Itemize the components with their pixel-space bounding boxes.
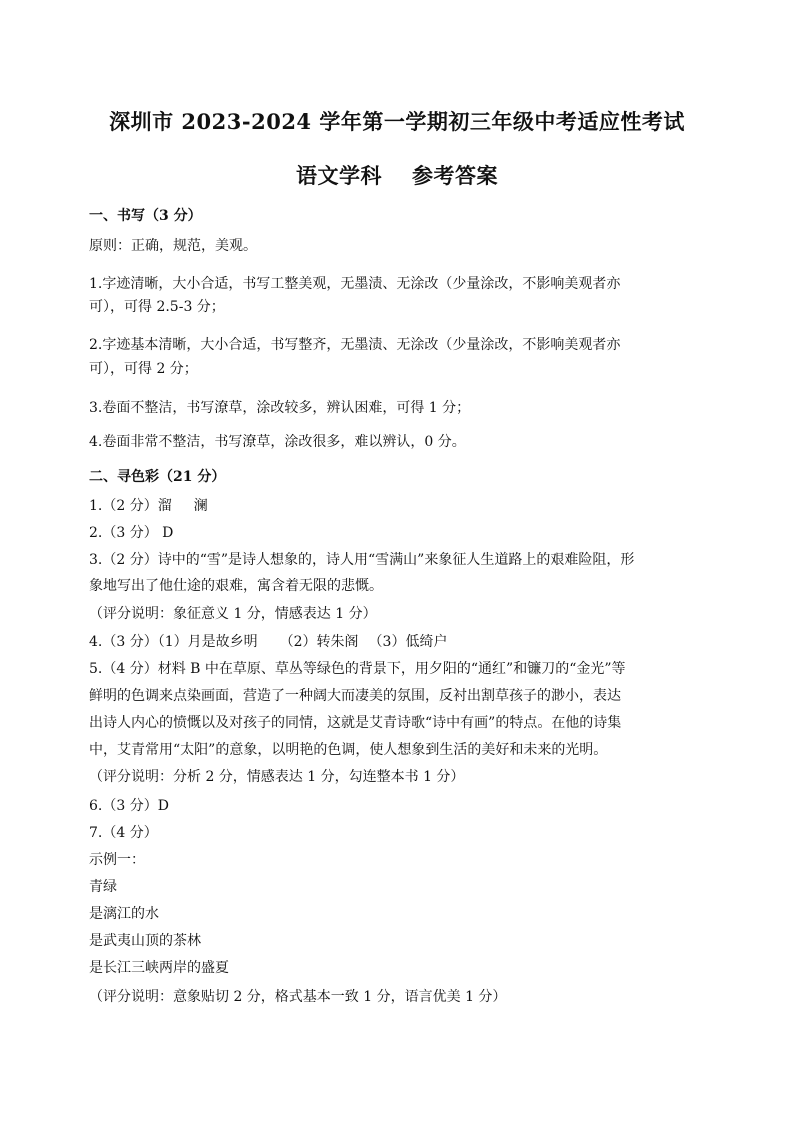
q5-scoring-note: （评分说明：分析 2 分，情感表达 1 分，勾连整本书 1 分） <box>89 769 465 785</box>
section1-item4: 4.卷面非常不整洁，书写潦草，涂改很多，难以辨认，0 分。 <box>89 434 466 450</box>
q3-line2: 象地写出了他仕途的艰难，寓含着无限的悲慨。 <box>89 578 383 594</box>
q6-answer: 6.（3 分）D <box>89 798 169 814</box>
q4-part3: （3）低绮户 <box>368 634 448 650</box>
subject-label: 语文学科 <box>296 163 382 188</box>
q7-answer: 7.（4 分） <box>89 825 158 841</box>
q4-part2: （2）转朱阁 <box>279 634 359 650</box>
q7-example-label: 示例一： <box>89 852 145 868</box>
q4-answer <box>89 632 709 652</box>
q5-line2: 鲜明的色调来点染画面，营造了一种阔大而凄美的氛围，反衬出割草孩子的渺小，表达 <box>89 688 621 704</box>
q4-part1: 4.（3 分）（1）月是故乡明 <box>89 634 258 650</box>
poem-line: 是长江三峡两岸的盛夏 <box>89 960 229 976</box>
q1-prefix: 1.（2 分）溜 <box>89 498 172 514</box>
q7-scoring-note: （评分说明：意象贴切 2 分，格式基本一致 1 分，语言优美 1 分） <box>89 989 507 1005</box>
q3-scoring-note: （评分说明：象征意义 1 分，情感表达 1 分） <box>89 606 377 622</box>
section1-item3: 3.卷面不整洁，书写潦草，涂改较多，辨认困难，可得 1 分； <box>89 400 471 416</box>
q3-line1: 3.（2 分）诗中的“雪”是诗人想象的，诗人用“雪满山”来象征人生道路上的艰难险阻，形 <box>89 552 635 568</box>
poem-line: 是武夷山顶的茶林 <box>89 933 201 949</box>
answer-label: 参考答案 <box>412 163 498 188</box>
section1-item2-line2: 可），可得 2 分； <box>89 361 198 377</box>
exam-title: 深圳市 2023-2024 学年第一学期初三年级中考适应性考试 <box>109 109 685 134</box>
q2-answer: 2.（3 分） D <box>89 525 174 541</box>
q5-line4: 中，艾青常用“太阳”的意象，以明艳的色调，使人想象到生活的美好和未来的光明。 <box>89 742 608 758</box>
section1-item2-line1: 2.字迹基本清晰，大小合适，书写整齐，无墨渍、无涂改（少量涂改，不影响美观者亦 <box>89 337 621 353</box>
q5-line3: 出诗人内心的愤慨以及对孩子的同情，这就是艾青诗歌“诗中有画”的特点。在他的诗集 <box>89 715 622 731</box>
poem-line: 是漓江的水 <box>89 906 159 922</box>
section1-item1-line1: 1.字迹清晰，大小合适，书写工整美观，无墨渍、无涂改（少量涂改，不影响美观者亦 <box>89 276 621 292</box>
section1-item1-line2: 可），可得 2.5-3 分； <box>89 299 225 315</box>
q1-answer-2: 澜 <box>193 498 208 514</box>
section1-principle: 原则：正确，规范，美观。 <box>89 238 257 254</box>
q5-line1: 5.（4 分）材料 B 中在草原、草丛等绿色的背景下，用夕阳的“通红”和镰刀的“金光”等 <box>89 661 626 677</box>
section1-heading: 一、书写（3 分） <box>89 208 202 224</box>
subtitle <box>0 160 794 190</box>
q1-answer <box>89 496 709 516</box>
poem-line: 青绿 <box>89 879 117 895</box>
section2-heading: 二、寻色彩（21 分） <box>89 469 226 485</box>
